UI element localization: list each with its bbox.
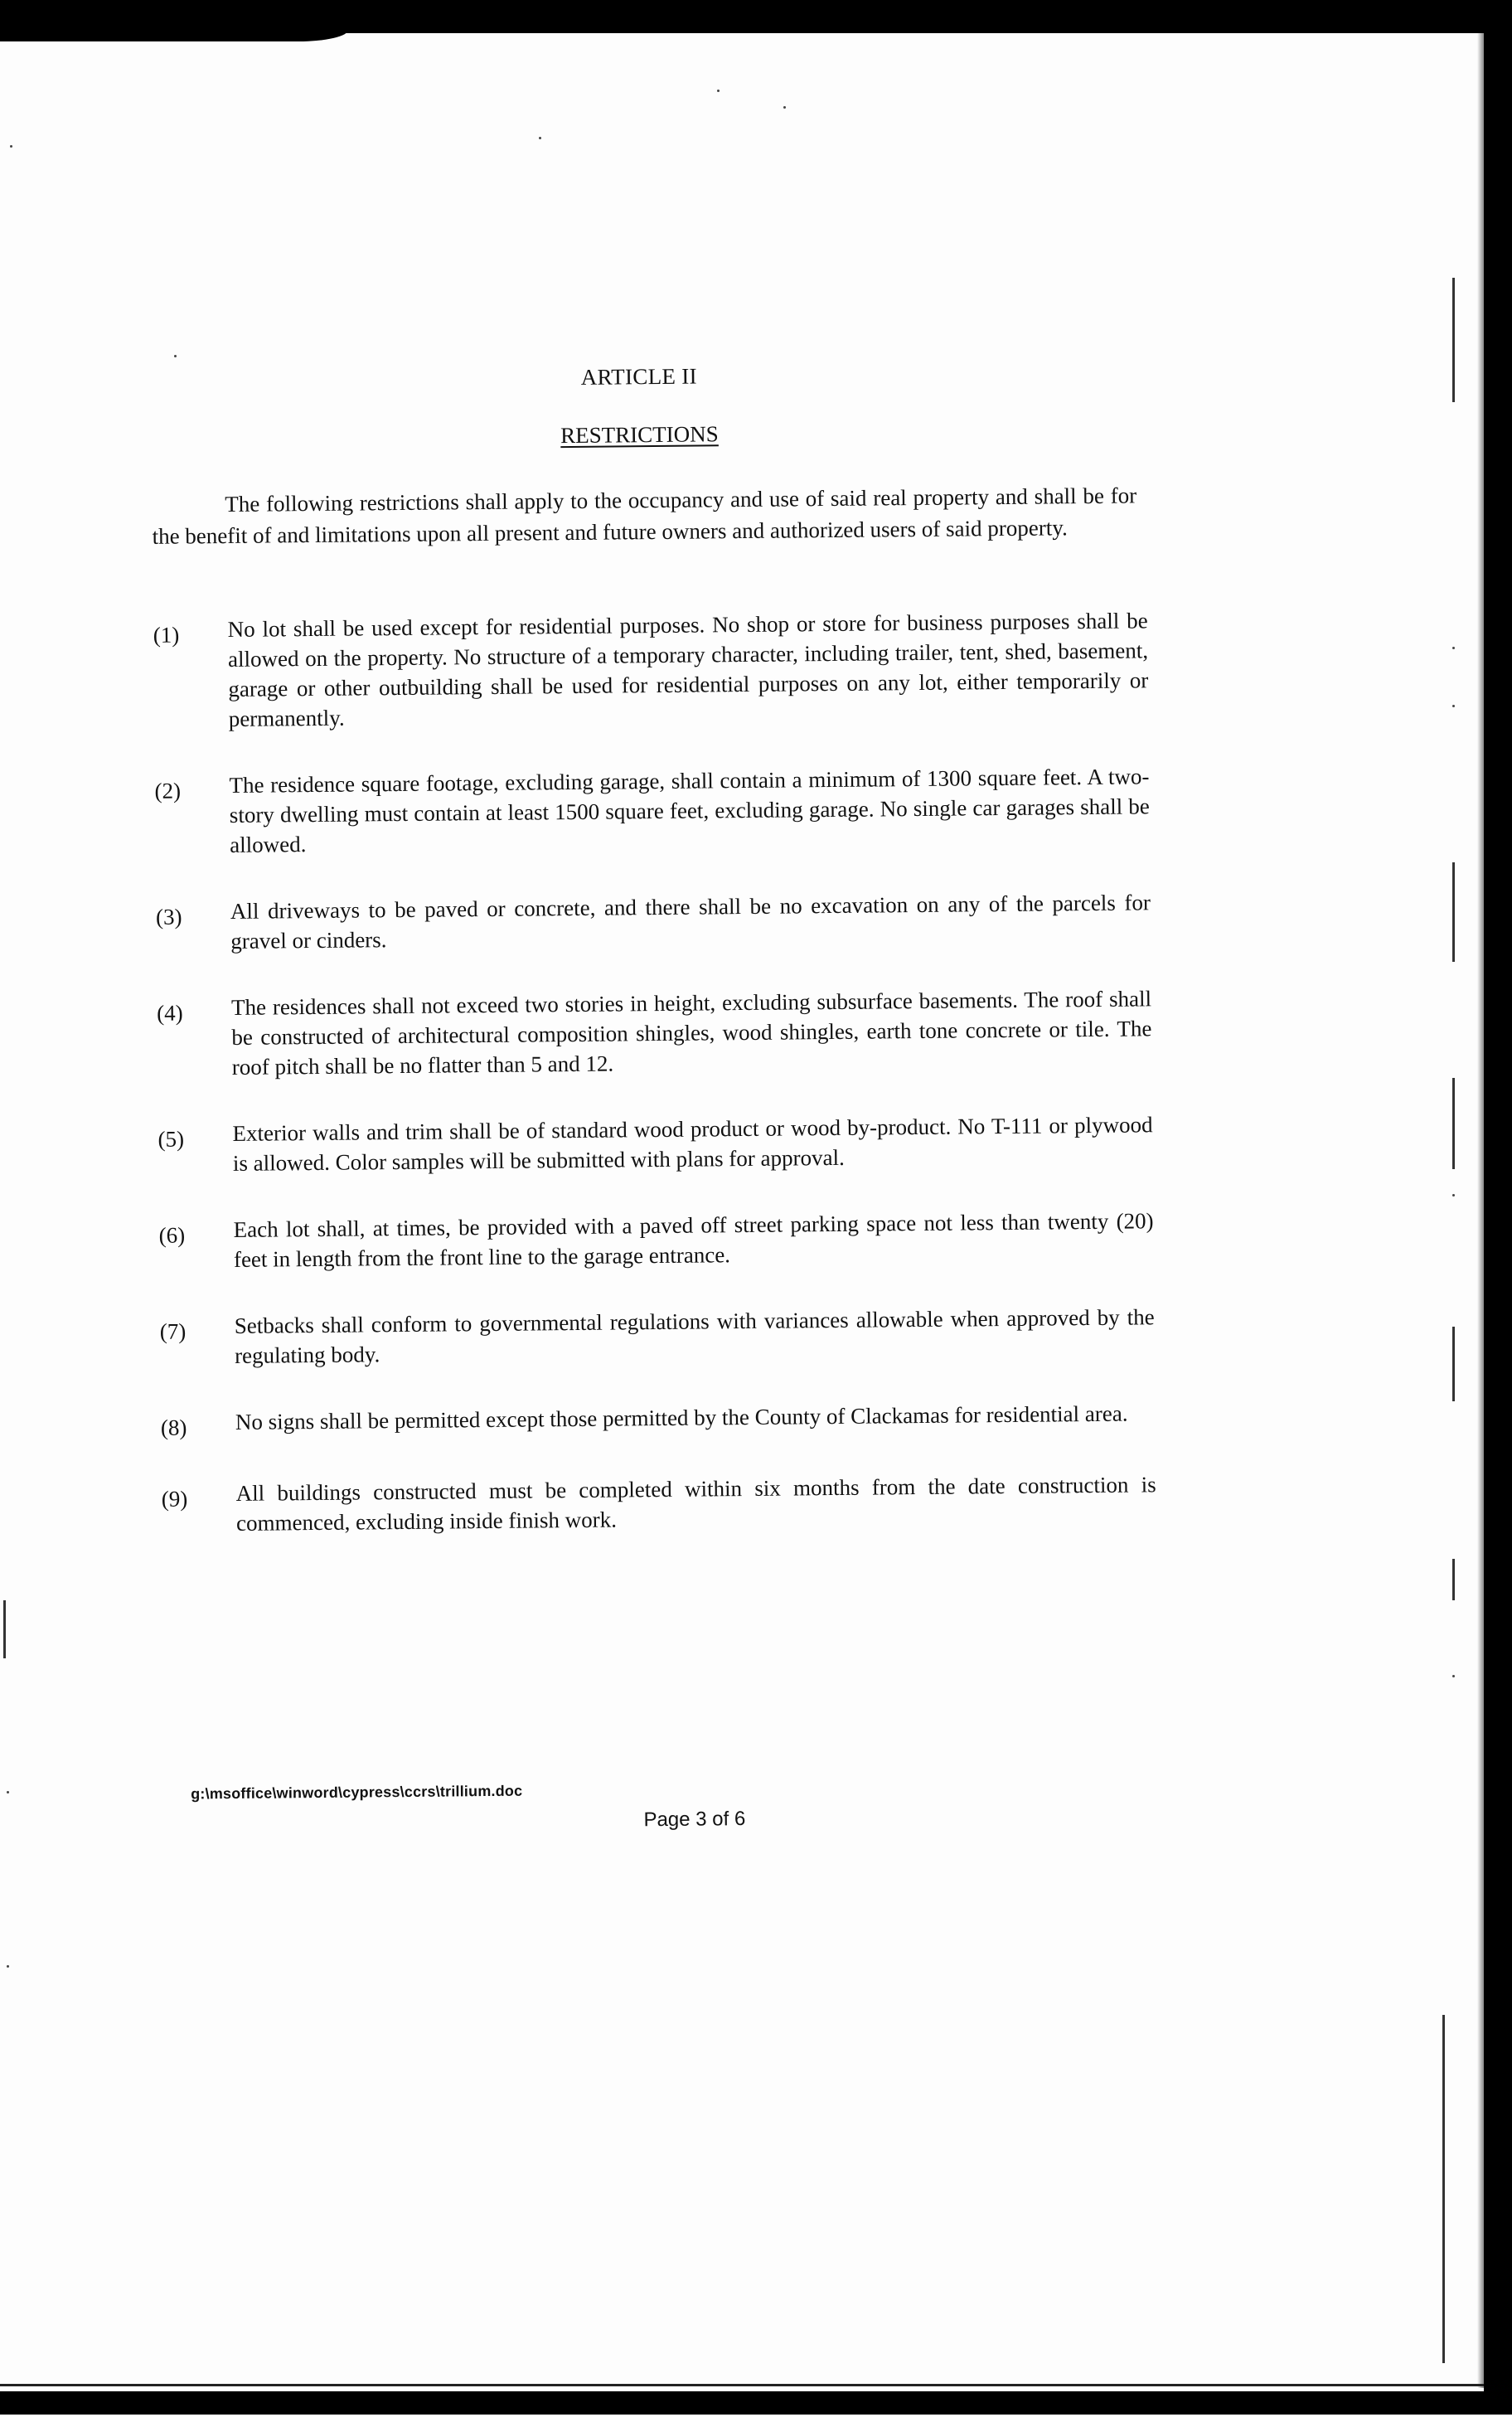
section-title: RESTRICTIONS (560, 421, 719, 449)
restriction-number: (7) (159, 1318, 187, 1344)
restriction-number: (6) (158, 1222, 186, 1248)
restriction-text: The residence square footage, excluding garage, shall contain a minimum of 1300 square feet. A two-story dwelling must contain at least 1500 square feet, excluding garage. No single car garages shall be allowed. (229, 764, 1150, 857)
restriction-number: (5) (158, 1126, 185, 1152)
restriction-item (157, 983, 1152, 1083)
restriction-number: (3) (155, 904, 182, 929)
page-number: Page 3 of 6 (643, 1808, 746, 1832)
restriction-number: (8) (160, 1415, 187, 1440)
intro-paragraph: The following restrictions shall apply to the occupancy and use of said real property and shall be for the benefit of and limitations upon all present and future owners and authorized users of said property. (152, 483, 1137, 549)
article-title: ARTICLE II (580, 363, 697, 390)
restriction-text: The residences shall not exceed two stories in height, excluding subsurface basements. The roof shall be constructed of architectural composition shingles, wood shingles, earth tone concrete or tile. The roof pitch shall be no flatter than 5 and 12. (230, 986, 1152, 1080)
restriction-text: Exterior walls and trim shall be of standard wood product or wood by-product. No T-111 or plywood is allowed. Color samples will be submitted with plans for approval. (232, 1112, 1153, 1176)
restriction-text: All driveways to be paved or concrete, and there shall be no excavation on any of the parcels for gravel or cinders. (230, 890, 1151, 954)
restriction-number: (2) (154, 778, 182, 803)
restriction-text: No lot shall be used except for residential purposes. No shop or store for business purposes shall be allowed on the property. No structure of a temporary character, including trailer, tent, shed, basement, garage or other outbuilding shall be used for residential purposes on any lot, either temporarily or permanently. (227, 608, 1149, 731)
restriction-item (161, 1398, 1156, 1443)
restriction-item (153, 605, 1149, 735)
restriction-text: All buildings constructed must be completed within six months from the date construction is commenced, excluding inside finish work. (235, 1472, 1156, 1536)
restriction-text: No signs shall be permitted except those permitted by the County of Clackamas for residential area. (235, 1400, 1128, 1434)
restriction-text: Setbacks shall conform to governmental regulations with variances allowable when approved by the regulating body. (234, 1304, 1155, 1368)
restriction-item (158, 1109, 1153, 1179)
restriction-item (160, 1302, 1156, 1371)
restriction-item (154, 761, 1150, 861)
restriction-text: Each lot shall, at times, be provided with a paved off street parking space not less than twenty (20) feet in length from the front line to the garage entrance. (233, 1208, 1154, 1272)
footer-file-path: g:\msoffice\winword\cypress\ccrs\trillium.doc (191, 1782, 523, 1803)
restriction-number: (9) (161, 1486, 188, 1512)
restriction-number: (4) (156, 1000, 183, 1026)
restriction-number: (1) (153, 622, 180, 648)
restriction-item (158, 1206, 1154, 1275)
restriction-item (162, 1469, 1157, 1539)
restrictions-list (153, 605, 1157, 1575)
scan-mark (3, 1600, 6, 1658)
scan-speck (7, 1965, 9, 1968)
restriction-item (156, 887, 1151, 957)
